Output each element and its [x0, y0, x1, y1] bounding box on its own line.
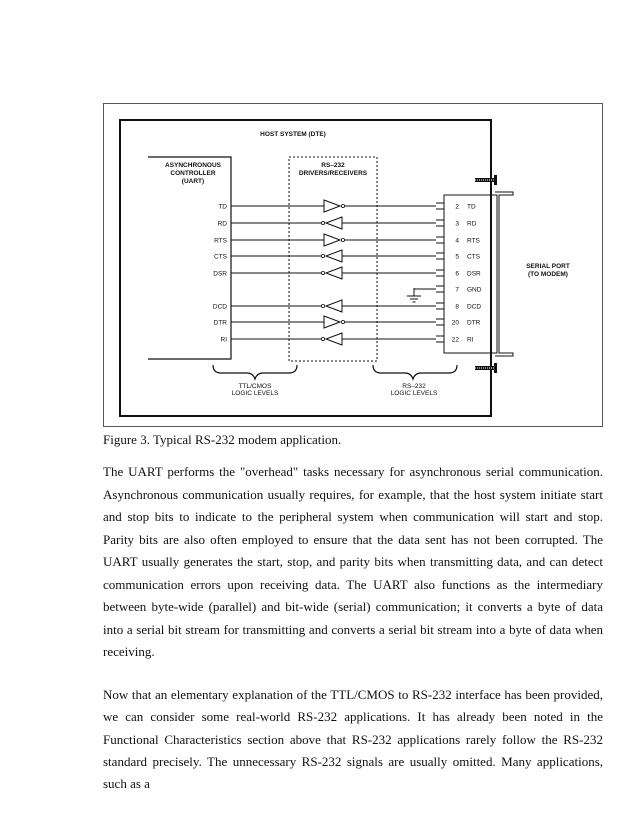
port-signal-label: CTS [467, 253, 480, 261]
ttl-brace [213, 365, 297, 379]
pin-number-label: 2 [455, 203, 459, 211]
figure-caption: Figure 3. Typical RS-232 modem application. [103, 432, 342, 447]
pin-contact-icon [436, 270, 444, 276]
connector-shell [495, 192, 513, 356]
pin-contact-icon [436, 319, 444, 325]
ttl-label-2: LOGIC LEVELS [231, 390, 279, 397]
ground-icon [407, 288, 421, 302]
inverter-bubble-icon [321, 337, 324, 340]
inverter-bubble-icon [321, 254, 324, 257]
pin-contact-icon [436, 303, 444, 309]
pin-number-label: 5 [455, 253, 459, 261]
signal-name-label: DTR [213, 319, 227, 327]
port-signal-label: RTS [467, 237, 480, 245]
rs232-levels-label-2: LOGIC LEVELS [390, 390, 438, 397]
pin-contact-icon [436, 286, 444, 292]
ttl-label-1: TTL/CMOS [238, 383, 272, 390]
pin-contact-icon [436, 237, 444, 243]
signal-name-label: RI [220, 336, 227, 344]
signal-name-label: RTS [214, 237, 227, 245]
buffer-triangle-icon [324, 234, 340, 246]
rs232-brace [373, 365, 457, 379]
uart-label-1: ASYNCHRONOUS [165, 162, 221, 169]
pin-number-label: 3 [455, 220, 459, 228]
signal-name-label: CTS [214, 253, 227, 261]
body-paragraph-2: Now that an elementary explanation of the TTL/CMOS to RS-232 interface has been provided, we can consider some real-world RS-232 applications. It has already been noted in the Functional Characteristics section above that RS-232 applications rarely follow the RS-232 standard precisely. The unnecessary RS-232 signals are usually omitted. Many applications, such as a [103, 687, 603, 792]
buffer-triangle-icon [326, 333, 342, 345]
port-signal-label: DTR [467, 319, 481, 327]
port-signal-label: DSR [467, 270, 481, 278]
buffer-triangle-icon [326, 300, 342, 312]
inverter-bubble-icon [341, 320, 344, 323]
signal-rows [213, 200, 482, 345]
pin-number-label: 20 [451, 319, 459, 327]
host-system-label: HOST SYSTEM (DTE) [260, 131, 326, 138]
signal-name-label: TD [218, 203, 227, 211]
body-paragraph-1: The UART performs the "overhead" tasks necessary for asynchronous serial communication. Asynchronous communication usually requires, for example, that the host system initiate start and stop bits to indicate to the peripheral system when communication will start and stop. Parity bits are also often employed to ensure that the data sent has not been corrupted. The UART usually generates the start, stop, and parity bits when transmitting data, and can detect communication errors upon receiving data. The UART also functions as the intermediary between byte-wide (parallel) and bit-wide (serial) communication; it converts a byte of data into a serial bit stream for transmitting and converts a serial bit stream into a byte of data when receiving. [103, 464, 603, 659]
pin-number-label: 6 [455, 270, 459, 278]
buffer-triangle-icon [326, 217, 342, 229]
port-signal-label: GND [467, 286, 482, 294]
pin-number-label: 22 [451, 336, 459, 344]
signal-name-label: RD [217, 220, 227, 228]
buffer-triangle-icon [324, 316, 340, 328]
pin-contact-icon [436, 220, 444, 226]
buffer-triangle-icon [326, 250, 342, 262]
port-signal-label: RI [467, 336, 474, 344]
inverter-bubble-icon [341, 238, 344, 241]
drivers-label-1: RS–232 [321, 162, 345, 169]
rs232-diagram [103, 103, 603, 427]
inverter-bubble-icon [341, 204, 344, 207]
pin-contact-icon [436, 336, 444, 342]
buffer-triangle-icon [324, 200, 340, 212]
uart-label-2: CONTROLLER [170, 170, 216, 177]
top-screw-icon [475, 175, 497, 185]
pin-number-label: 4 [455, 237, 459, 245]
bottom-screw-icon [475, 363, 497, 373]
drivers-label-2: DRIVERS/RECEIVERS [298, 170, 368, 177]
pin-contact-icon [436, 203, 444, 209]
rs232-levels-label-1: RS–232 [402, 383, 426, 390]
inverter-bubble-icon [321, 304, 324, 307]
signal-name-label: DSR [213, 270, 227, 278]
pin-number-label: 8 [455, 303, 459, 311]
uart-label-3: (UART) [181, 178, 205, 185]
port-signal-label: DCD [467, 303, 482, 311]
buffer-triangle-icon [326, 267, 342, 279]
serial-port-label-1: SERIAL PORT [526, 263, 570, 270]
port-signal-label: TD [467, 203, 476, 211]
pin-contact-icon [436, 253, 444, 259]
signal-name-label: DCD [212, 303, 227, 311]
serial-port-label-2: (TO MODEM) [528, 271, 568, 278]
inverter-bubble-icon [321, 221, 324, 224]
port-signal-label: RD [467, 220, 477, 228]
pin-number-label: 7 [455, 286, 459, 294]
inverter-bubble-icon [321, 271, 324, 274]
